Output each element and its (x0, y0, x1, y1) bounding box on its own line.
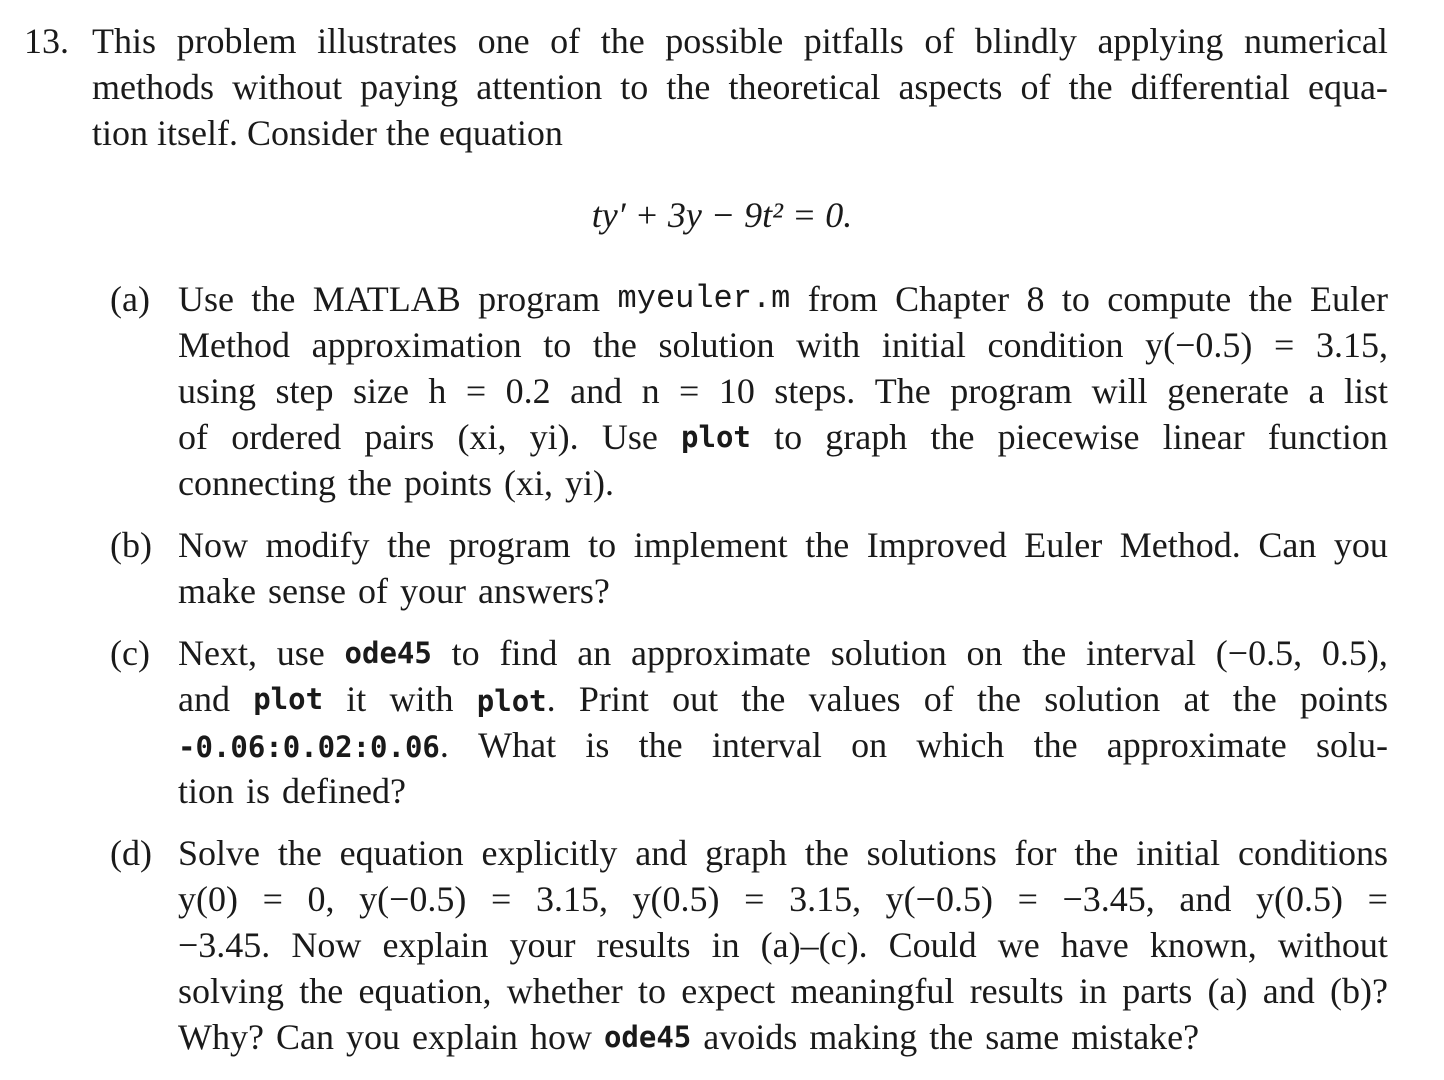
equation-text: ty′ + 3y − 9t² = 0. (591, 195, 853, 235)
part-c-line-2 (178, 676, 1388, 722)
part-a-line-5 (178, 460, 1388, 506)
intro-line-2: methods without paying attention to the theoretical aspects of the differential equa- (92, 67, 1388, 107)
word: interval (1086, 633, 1196, 673)
word: 3.15, (1315, 325, 1388, 365)
word: to (451, 633, 480, 673)
word: using (178, 371, 257, 411)
word: y(0) (178, 879, 238, 919)
word: and (178, 679, 230, 719)
word: and (635, 833, 688, 873)
part-c (110, 630, 1388, 814)
word: to (1061, 279, 1090, 319)
word: the (592, 325, 637, 365)
word: 3.15, (535, 879, 608, 919)
word: step (275, 371, 334, 411)
word: implement (633, 525, 788, 565)
word: (a)–(c). (760, 925, 868, 965)
word: -0.06:0.02:0.06. (178, 725, 449, 765)
word: ode45 (603, 1020, 692, 1054)
word: 0, (307, 879, 335, 919)
part-d (110, 830, 1388, 1060)
word: Method. (1119, 525, 1241, 565)
word: = (491, 879, 512, 919)
word: y(0.5) (632, 879, 720, 919)
word: approximate (630, 633, 811, 673)
word: y(−0.5) (1145, 325, 1253, 365)
word: avoids (703, 1017, 798, 1057)
part-b-line-2 (178, 568, 1388, 614)
word: Can (275, 1017, 334, 1057)
word: What (478, 725, 557, 765)
word: to (588, 525, 617, 565)
part-b (110, 522, 1388, 614)
word: linear (1162, 417, 1245, 457)
word: solution (830, 633, 947, 673)
word: connecting (178, 463, 336, 503)
part-d-line-5 (178, 1014, 1388, 1060)
word: ode45 (344, 636, 432, 670)
word: of (923, 679, 954, 719)
word: 10 (718, 371, 755, 411)
part-d-line-3 (178, 922, 1388, 968)
word: without (1277, 925, 1388, 965)
word: the (805, 525, 850, 565)
part-a-body (178, 276, 1388, 506)
word: mistake? (1071, 1017, 1200, 1057)
part-d-body (178, 830, 1388, 1060)
word: (xi, (503, 463, 553, 503)
word: = (1017, 879, 1038, 919)
word: interval (711, 725, 822, 765)
word: answers? (477, 571, 610, 611)
word: solution (1044, 679, 1161, 719)
word: solving (178, 971, 285, 1011)
word: conditions (1237, 833, 1388, 873)
word: is (246, 771, 271, 811)
intro-line-3: tion itself. Consider the equation (92, 113, 563, 153)
word: how (529, 1017, 592, 1057)
word: making (809, 1017, 918, 1057)
word: to (637, 971, 666, 1011)
word: 8 (1026, 279, 1045, 319)
part-c-body (178, 630, 1388, 814)
word: at (1183, 679, 1210, 719)
word: out (672, 679, 719, 719)
word: Next, (178, 633, 257, 673)
word: (−0.5, (1215, 633, 1303, 673)
word: will (1091, 371, 1148, 411)
word: parts (1122, 971, 1193, 1011)
word: which (916, 725, 1005, 765)
word: you (1333, 525, 1388, 565)
word: your (399, 571, 466, 611)
word: use (276, 633, 325, 673)
word: a (1308, 371, 1325, 411)
word: y(0.5) (1256, 879, 1343, 919)
part-d-line-4 (178, 968, 1388, 1014)
part-b-body (178, 522, 1388, 614)
word: (b)? (1329, 971, 1388, 1011)
word: condition (987, 325, 1124, 365)
word: to (543, 325, 572, 365)
part-a-line-1 (178, 276, 1388, 322)
word: −3.45, (1062, 879, 1155, 919)
word: for (1014, 833, 1057, 873)
part-a (110, 276, 1388, 506)
word: graph (825, 417, 908, 457)
word: graph (705, 833, 788, 873)
word: Now (291, 925, 362, 965)
word: plot (253, 682, 324, 716)
word: explain (382, 925, 489, 965)
word: the (1033, 725, 1078, 765)
word: an (577, 633, 612, 673)
word: with (389, 679, 454, 719)
word: = (1274, 325, 1295, 365)
problem-number: 13. (24, 21, 69, 61)
word: the (347, 463, 392, 503)
word: the (930, 417, 975, 457)
word: we (997, 925, 1040, 965)
word: sense (267, 571, 346, 611)
word: the (1022, 633, 1067, 673)
word: the (251, 279, 296, 319)
word: of (178, 417, 208, 457)
word: equation, (358, 971, 492, 1011)
word: the (804, 833, 849, 873)
part-c-line-4 (178, 768, 1388, 814)
part-d-line-1 (178, 830, 1388, 876)
word: from (807, 279, 878, 319)
word: initial (881, 325, 966, 365)
word: myeuler.m (617, 280, 791, 317)
word: 0.5), (1321, 633, 1388, 673)
part-b-label: (b) (110, 525, 152, 565)
word: pairs (364, 417, 435, 457)
word: the (929, 1017, 974, 1057)
word: 3.15, (789, 879, 862, 919)
part-d-label: (d) (110, 833, 152, 873)
word: same (985, 1017, 1060, 1057)
word: in (711, 925, 740, 965)
word: y(−0.5) (359, 879, 467, 919)
word: approximate (1106, 725, 1287, 765)
word: 0.2 (505, 371, 551, 411)
word: Euler (1310, 279, 1388, 319)
part-c-line-3 (178, 722, 1388, 768)
word: have (1060, 925, 1129, 965)
word: Euler (1024, 525, 1103, 565)
word: size (352, 371, 409, 411)
word: plot (681, 420, 751, 454)
word: Why? (178, 1017, 264, 1057)
word: it (346, 679, 367, 719)
word: function (1267, 417, 1388, 457)
word: solu- (1315, 725, 1388, 765)
intro-line-1: This problem illustrates one of the possible pitfalls of blindly applying numerical (92, 21, 1388, 61)
part-a-line-2 (178, 322, 1388, 368)
problem-intro (92, 18, 1388, 156)
word: modify (265, 525, 370, 565)
word: results (969, 971, 1064, 1011)
word: approximation (311, 325, 522, 365)
word: list (1343, 371, 1388, 411)
word: points (1299, 679, 1388, 719)
word: (a) (1207, 971, 1248, 1011)
word: Chapter (895, 279, 1010, 319)
word: on (851, 725, 888, 765)
word: Now (178, 525, 248, 565)
word: the (741, 679, 786, 719)
word: the (638, 725, 683, 765)
word: the (1232, 679, 1277, 719)
word: the (277, 833, 322, 873)
word: the (387, 525, 432, 565)
word: = (1367, 879, 1388, 919)
part-b-line-1 (178, 522, 1388, 568)
word: of (357, 571, 388, 611)
word: and (1179, 879, 1232, 919)
word: Use (178, 279, 234, 319)
word: = (262, 879, 283, 919)
word: −3.45. (178, 925, 271, 965)
word: = (465, 371, 487, 411)
word: points (403, 463, 492, 503)
word: you (345, 1017, 400, 1057)
word: expect (681, 971, 776, 1011)
word: solutions (866, 833, 997, 873)
word: steps. (774, 371, 856, 411)
part-c-line-1 (178, 630, 1388, 676)
word: program (448, 525, 571, 565)
word: and (570, 371, 623, 411)
word: on (966, 633, 1003, 673)
word: results (596, 925, 691, 965)
word: n (641, 371, 660, 411)
word: whether (506, 971, 623, 1011)
word: Can (1258, 525, 1317, 565)
word: = (679, 371, 700, 411)
word: in (1078, 971, 1107, 1011)
word: the (299, 971, 344, 1011)
word: values (808, 679, 901, 719)
word: ordered (231, 417, 342, 457)
word: yi). (564, 463, 614, 503)
word: known, (1149, 925, 1257, 965)
word: = (744, 879, 765, 919)
word: initial (1136, 833, 1221, 873)
word: program (478, 279, 601, 319)
word: the (1074, 833, 1119, 873)
word: compute (1107, 279, 1232, 319)
word: explain (411, 1017, 518, 1057)
word: generate (1167, 371, 1290, 411)
word: Improved (866, 525, 1007, 565)
word: Use (601, 417, 658, 457)
word: with (796, 325, 861, 365)
word: equation (339, 833, 464, 873)
word: solution (658, 325, 775, 365)
word: tion (178, 771, 235, 811)
word: to (774, 417, 803, 457)
differential-equation (0, 192, 1444, 238)
word: program (950, 371, 1073, 411)
word: Could (888, 925, 977, 965)
word: piecewise (997, 417, 1140, 457)
word: Solve (178, 833, 261, 873)
word: meaningful (790, 971, 955, 1011)
word: y(−0.5) (885, 879, 993, 919)
word: find (499, 633, 558, 673)
word: make (178, 571, 256, 611)
word: the (1248, 279, 1293, 319)
word: yi). (529, 417, 579, 457)
part-a-label: (a) (110, 279, 150, 319)
word: The (874, 371, 931, 411)
word: Method (178, 325, 290, 365)
word: your (509, 925, 576, 965)
part-a-line-4 (178, 414, 1388, 460)
word: plot. (476, 679, 556, 719)
word: is (585, 725, 610, 765)
part-c-label: (c) (110, 633, 150, 673)
word: (xi, (457, 417, 507, 457)
word: and (1262, 971, 1315, 1011)
word: explicitly (481, 833, 618, 873)
word: MATLAB (312, 279, 461, 319)
part-a-line-3 (178, 368, 1388, 414)
word: the (977, 679, 1022, 719)
word: h (428, 371, 447, 411)
part-d-line-2 (178, 876, 1388, 922)
word: Print (578, 679, 649, 719)
word: defined? (282, 771, 406, 811)
